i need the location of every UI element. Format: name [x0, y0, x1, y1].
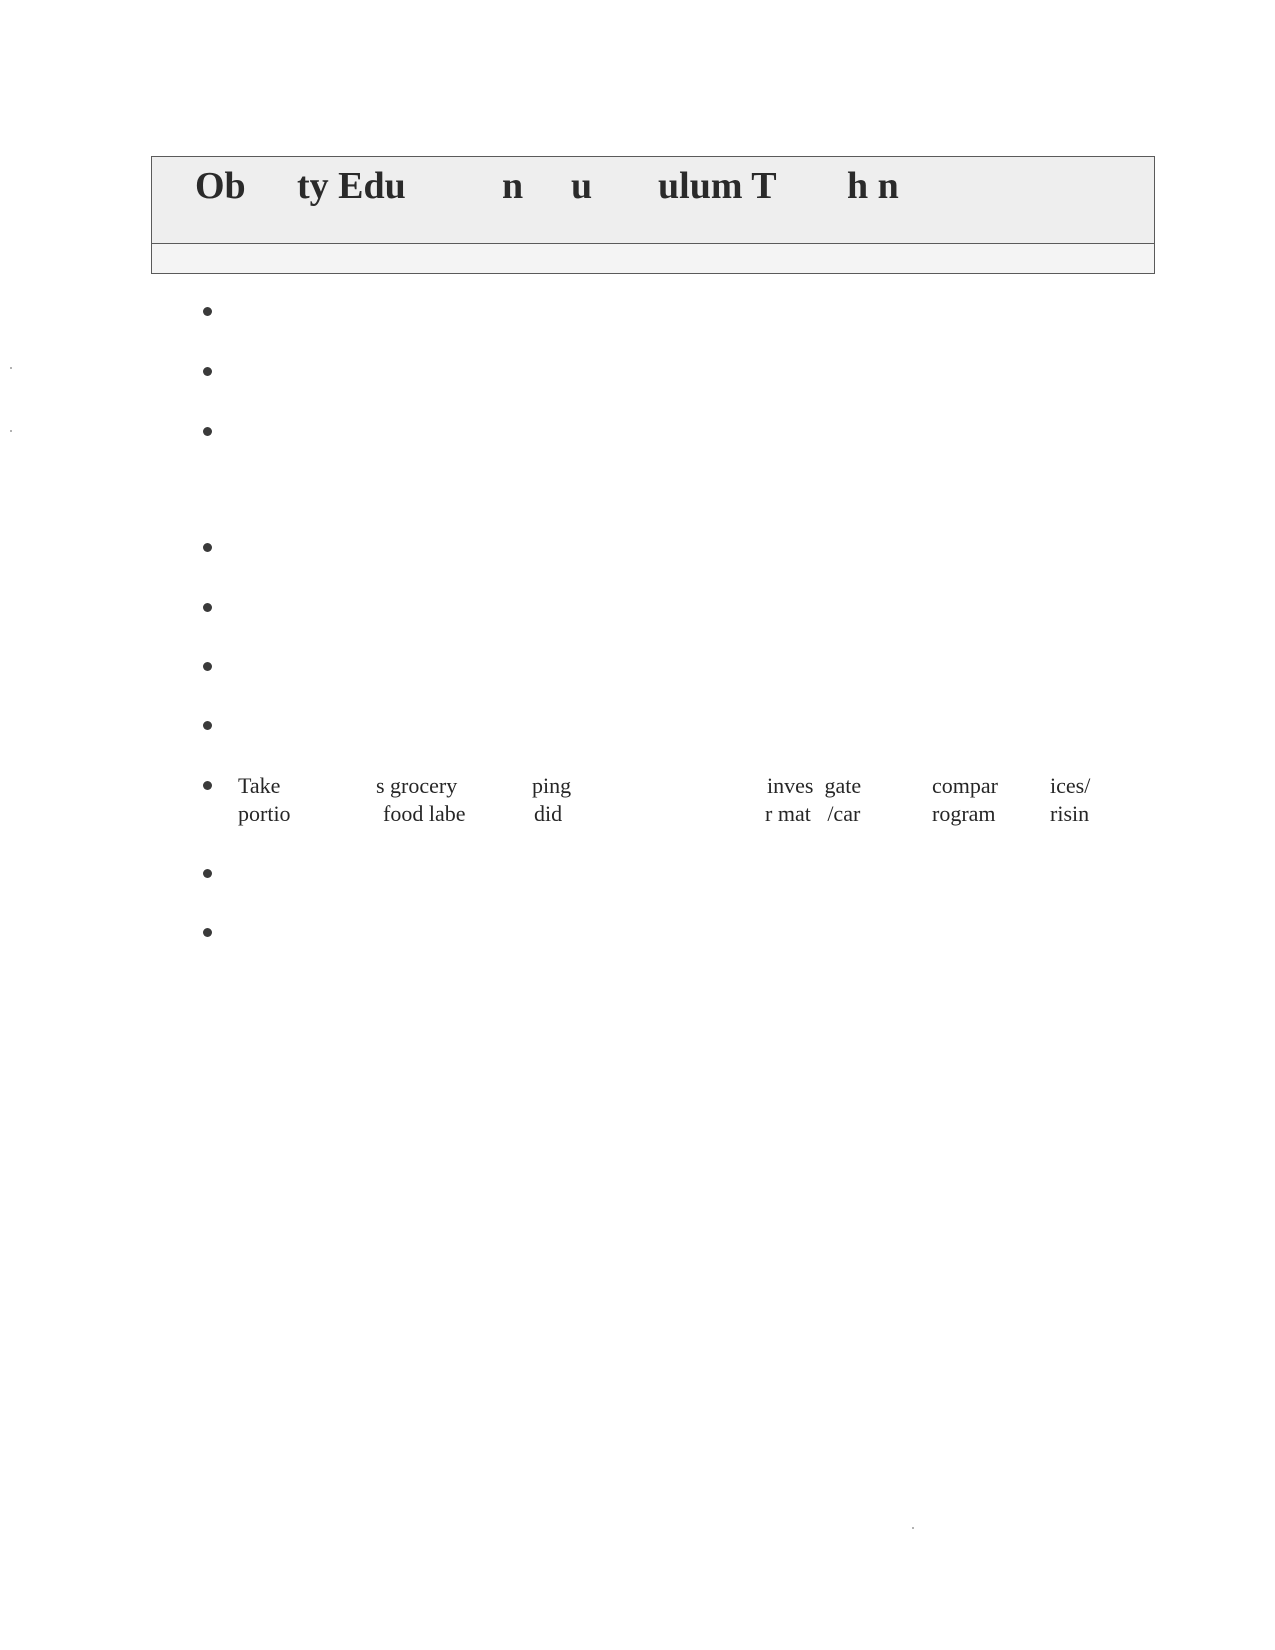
list-bullet	[203, 721, 212, 730]
list-bullet	[203, 427, 212, 436]
list-bullet	[203, 928, 212, 937]
item-line2-fragment: r mat /car	[765, 801, 861, 826]
title-fragment: ty Edu	[297, 165, 406, 207]
scan-speck	[10, 430, 12, 432]
item-line1-fragment: compar	[932, 773, 998, 798]
title-fragment: u	[571, 165, 593, 207]
list-bullet	[203, 603, 212, 612]
title-fragment: ulum T	[658, 165, 777, 207]
item-line1-fragment: s grocery	[376, 773, 458, 798]
item-line1-fragment: ices/	[1050, 773, 1091, 798]
item-line2-fragment: portio	[238, 801, 291, 826]
list-bullet	[203, 367, 212, 376]
list-bullet	[203, 307, 212, 316]
item-line1-fragment: ping	[532, 773, 572, 798]
scan-speck	[10, 367, 12, 369]
item-line2-fragment: rogram	[932, 801, 996, 826]
list-bullet	[203, 543, 212, 552]
title-fragment: h n	[847, 165, 899, 207]
item-line2-fragment: did	[534, 801, 563, 826]
title-fragment: n	[502, 165, 524, 207]
header-title-row	[152, 157, 1154, 244]
list-bullet	[203, 869, 212, 878]
item-line2-fragment: risin	[1050, 801, 1090, 826]
list-bullet	[203, 781, 212, 790]
header-box	[151, 156, 1155, 274]
scan-speck	[912, 1527, 914, 1529]
header-subrow	[152, 244, 1154, 273]
title-fragment: Ob	[195, 165, 246, 207]
list-bullet	[203, 662, 212, 671]
item-line1-fragment: inves gate	[767, 773, 862, 798]
item-line2-fragment: food labe	[383, 801, 466, 826]
item-line1-fragment: Take	[238, 773, 281, 798]
